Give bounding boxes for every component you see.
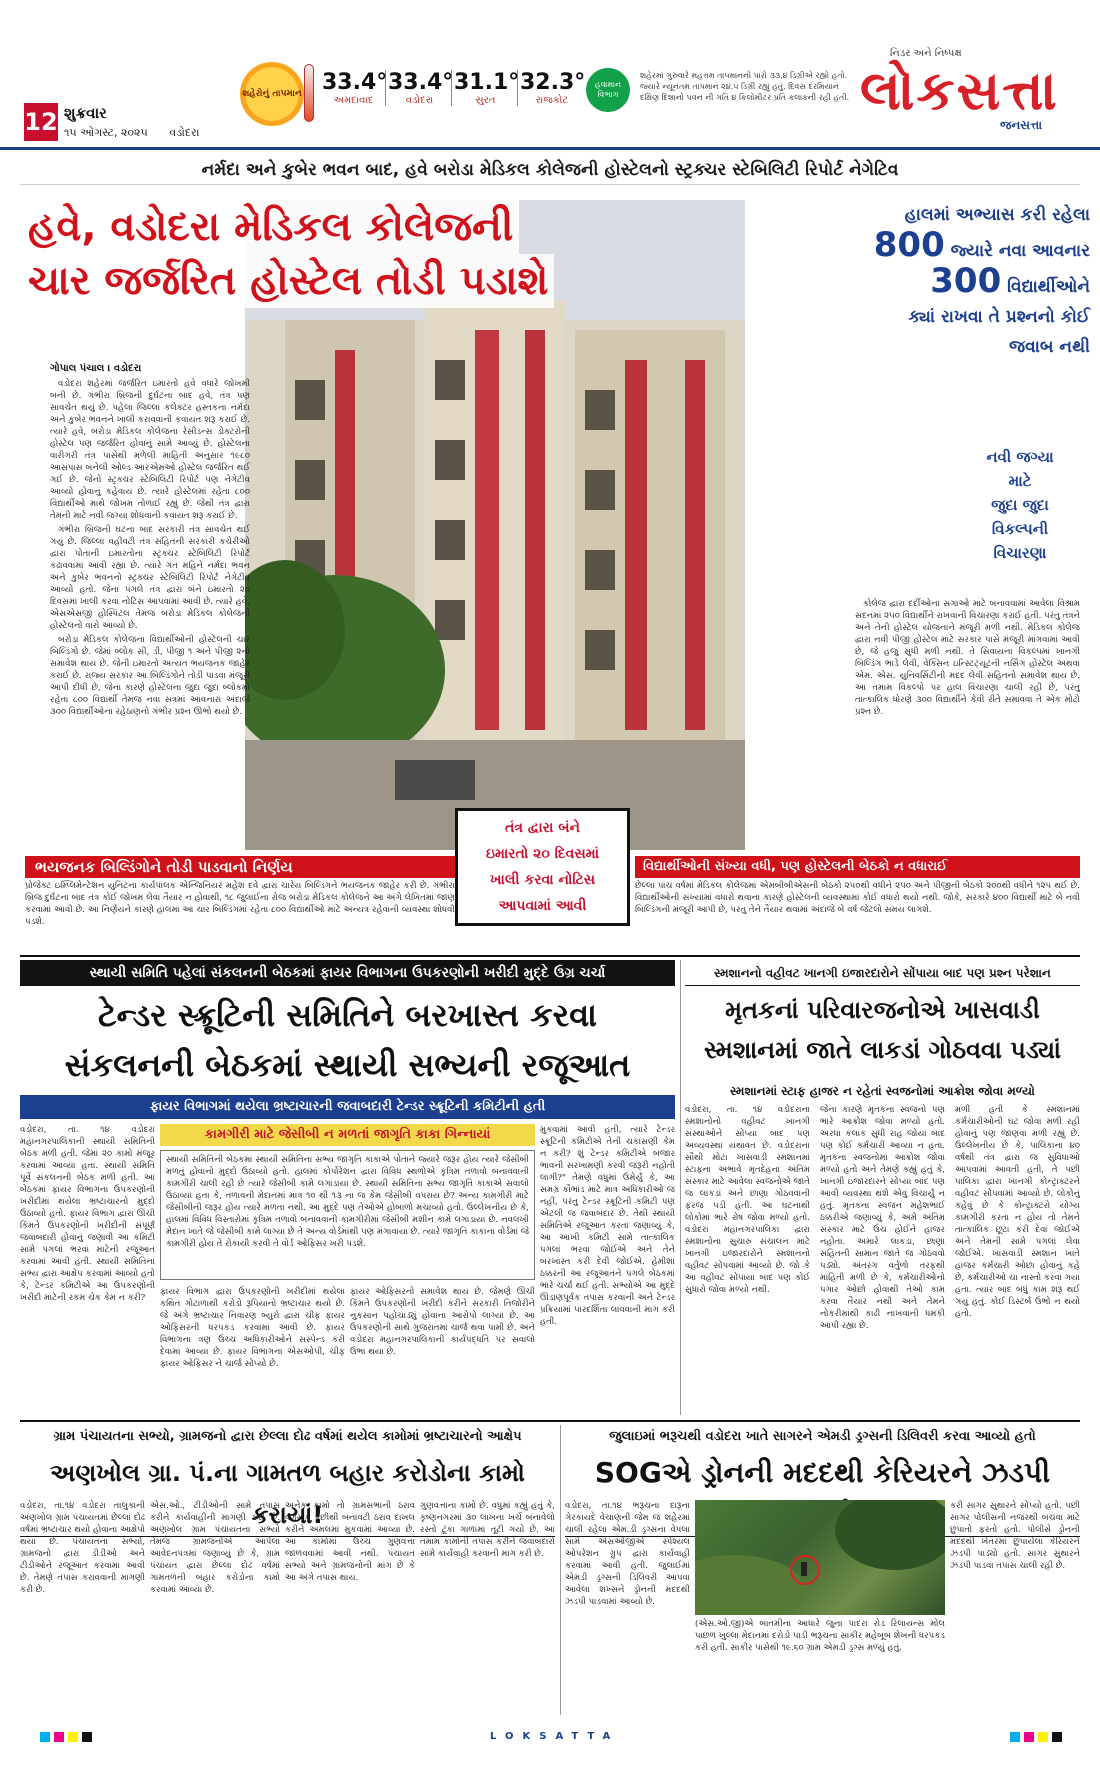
story4-column: એસ.ઓ., ટીડીઓની સામે તપાસ કરીને કાર્યવાહીની માગણી કરી છે. અણખોલ ગ્રામ પંચાયતના સભ્યો તેમજ ગ્રામજનોએ આપેલા આવેદનપત્રમાં જણાવ્યું છે કે, ગ્રામ પંચાયત દ્વારા છેલ્લા દોઢ વર્ષમાં ગામતળની બહાર કરોડોના કામો કરવામાં આવ્યા છે. <box>150 1501 280 1595</box>
side-box-line: વિચારણા <box>993 544 1047 562</box>
callout-line: ઇમારતો ૨૦ દિવસમાં <box>485 846 600 862</box>
side-headline <box>800 200 1090 362</box>
main-body-left <box>50 378 250 848</box>
divider <box>20 1420 1080 1422</box>
story2-headline <box>20 990 675 1090</box>
sun-icon <box>240 62 304 126</box>
story2-column: ફાયર ઓફિસરનો સમાવેશ થાય છે. જેમણે ઊંચી કિંમતે ઉપકરણોની ખરીદી કરીને સરકારી તિજોરીને નુકસાન પહોંચાડ્યું હોવાના આરોપો લાગ્યા છે. આ ઉપકરણોની સાથે ગુજરાતમાં ચાર્જ થવા પામી છે. અને વડોદરા મહાનગરપાલિકાની કાર્યપદ્ધતિ પર સવાલો ઉભા થયા છે. <box>350 1287 535 1357</box>
story4-column: ગુણવત્તાના કામો છે. વધુમાં કહ્યું હતું કે, કૃષ્ણનગરમાં ૩૦ લાખના ખર્ચે બનાવેલો રસ્તો ટૂંકા ગાળામાં તૂટી ગયો છે. આ તમામ કામોની તપાસ કરીને જવાબદારો સામે કાર્યવાહી કરવાની માગ કરી છે. <box>420 1501 555 1559</box>
story4-column: વડોદરા, તા.૧૪ વડોદરા તાલુકાની અણખોલ ગ્રામ પંચાયતમાં છેલ્લા દોઢ વર્ષમાં ભ્રષ્ટાચાર થયો હોવાના આક્ષેપો થયા છે. પંચાયતના સભ્યો, ગ્રામજનો દ્વારા ડીડીઓ અને ટીડીઓને રજૂઆત કરવામાં આવી છે. તેમણે તપાસ કરાવવાની માગણી કરી છે. <box>20 1501 145 1595</box>
story5-kicker: જુલાઇમાં ભરૂચથી વડોદરા ખાતે સાગરને એમડી ડ્રગ્સની ડિલિવરી કરવા આવ્યો હતો <box>609 1429 1036 1444</box>
sun-label: શહેરોનું તાપમાન <box>242 88 302 99</box>
temp-city: અમદાવાદ <box>333 95 374 106</box>
story3-head-line: મૃતકનાં પરિવારજનોએ ખાસવાડી <box>725 996 1040 1024</box>
side-line-3: વિદ્યાર્થીઓને <box>1007 277 1090 297</box>
story3-headline <box>685 990 1080 1070</box>
temp-city: સુરત <box>475 95 496 106</box>
story2-column: મુકવામાં આવી હતી, ત્યારે ટેન્ડર સ્ક્રૂટિની કમિટીએ તેની ચકાસણી કેમ ન કરી? શું ટેન્ડર કમિટીએ બજાર ભાવની સરખામણી કરવી જરૂરી નહોતી લાગી?" તેમણે વધુમાં ઉમેર્યું કે, આ સમગ્ર કૌભાંડ માટે માત્ર અધિકારીઓ જ નહીં, પરંતુ ટેન્ડર સ્ક્રૂટિની કમિટી પણ એટલી જ જવાબદાર છે. તેથી સ્થાયી સમિતિએ રજૂઆત કરતાં જણાવ્યું કે, આ આખી કમિટી સામે તાત્કાલિક પગલાં ભરવા જોઈએ અને તેને બરખાસ્ત કરી દેવી જોઈએ. હેમીશા ઠક્કરની આ રજૂઆતને પગલે બેઠકમાં ભારે ચર્ચા થઈ હતી. સભ્યોએ આ મુદ્દે ઊંડાણપૂર્વક તપાસ કરવાની અને ટેન્ડર પ્રક્રિયામાં પારદર્શિતા લાવવાની માગ કરી હતી. <box>540 1125 675 1327</box>
weather-badge: હવામાન વિભાગ <box>594 80 622 99</box>
registration-mark <box>82 1732 92 1742</box>
story2-kicker: સ્થાયી સમિતિ પહેલાં સંકલનની બેઠકમાં ફાયર વિભાગના ઉપકરણોની ખરીદી મુદ્દે ઉગ્ર ચર્ચા <box>20 960 675 986</box>
story2-head-line: ટેન્ડર સ્ક્રૂટિની સમિતિને બરખાસ્ત કરવા <box>98 996 597 1034</box>
headline-line-1: હવે, વડોદરા મેડિકલ કોલેજની <box>22 200 519 254</box>
temp-cell <box>454 70 518 106</box>
weather-note: શહેરમાં ગુરુવારે મહત્તમ તાપમાનનો પારો ૩૩.૪ ડિગ્રીએ રહ્યો હતો. જ્યારે ન્યૂનતમ તાપમાન ૨૪.૫ ડિગ્રી રહ્યું હતું. દિવસ દરમિયાન દક્ષિણ દિશાનો પવન ની ગતિ ૪ કિલોમીટર પ્રતિ કલાકની રહી હતી. <box>640 71 850 102</box>
story3-column: વડોદરા, તા. ૧૪ વડોદરાના સ્મશાનોનો વહીવટ ખાનગી સંસ્થાઓને સોંપ્યા બાદ પણ અવ્યવસ્થા યથાવત છે. વડોદરાના સૌથી મોટા ખાસવાડી સ્મશાનમાં સ્ટાફના અભાવે મૃતદેહના અંતિમ સંસ્કાર માટે આવેલા સ્વજનોએ જાતે જ લાકડાં અને છાણા ગોઠવવાની ફરજ પડી હતી. આ ઘટનાથી લોકોમાં ભારે રોષ જોવા મળ્યો હતો. વડોદરા મહાનગરપાલિકા દ્વારા સ્મશાનોના સુચારુ સંચાલન માટે ખાનગી ઇજારદારોને સ્મશાનનો વહીવટ સોંપવામાં આવ્યો છે. જો કે આ વહીવટ સોંપાયા બાદ પણ કોઈ સુધારો જોવા મળ્યો નથી. <box>685 1105 810 1295</box>
callout-line: તંત્ર દ્વારા બંને <box>505 820 580 836</box>
story3-column: મળી હતી કે સ્મશાનમાં કર્મચારીઓની ઘટ જોવા મળી રહી હોવાનું પણ જાણવા મળી રહ્યું છે. ઉલ્લેખનીય છે કે, પાલિકાના ૪૦ વર્ષથી તંત્ર દ્વારા જ સુવિધાઓ આપવામાં આવતી હતી, તે પછી પાલિકા દ્વારા ખાનગી કોન્ટ્રાક્ટરને વહીવટ સોંપવામાં આવ્યો છે. લોકોનું કહેવું છે કે કોન્ટ્રાક્ટરો યોગ્ય કામગીરી કરતા ન હોય તો તેમને તાત્કાલિક છૂટા કરી દેવા જોઈએ અને તેમની સામે પગલાં લેવા જોઈએ. ખાસવાડી સ્મશાન ખાતે હાજર કર્મચારી ઓછા હોવાનું કહે છે, કર્મચારીઓ ચા નાસ્તો કરવા ગયા હતા. ત્યાર બાદ બધું કામ શરૂ થઈ ગયું હતું. કોઈ ડિસ્ટર્બ ઉભો ન થયો હતો. <box>955 1105 1080 1319</box>
side-number-300: 300 <box>930 261 1002 301</box>
headline-line-2: ચાર જર્જરિત હોસ્ટેલ તોડી પડાશે <box>22 254 554 308</box>
callout-line: આપવામાં આવી <box>498 898 587 914</box>
temp-cell <box>388 70 452 106</box>
temp-cell <box>520 70 584 106</box>
date-city <box>64 126 284 140</box>
paragraph: બરોડા મેડિકલ કોલેજના વિદ્યાર્થીઓની હોસ્ટેલની ચાર બિલ્ડિંગો છે. જેમાં બ્લોક સી, ડી, પીજી ૧ અને પીજી ૨નો સમાવેશ થાય છે. જેની ઇમારતો અત્યંત ભયજનક જાહેર કરાઈ છે. રાજ્ય સરકાર આ બિલ્ડિંગોને તોડી પાડવા મંજૂરી આપી દીધી છે, જેના કારણે હોસ્ટેલના જુદા જુદા બ્લોકમાં રહેતા ૮૦૦ વિદ્યાર્થી તેમજ નવા સત્રમાં આવનારા અંદાજે ૩૦૦ વિદ્યાર્થીઓના રહેઠાણનો ગંભીર પ્રશ્ન ઊભો થયો છે. <box>50 635 250 717</box>
logo-subtitle: જનસત્તા <box>1000 118 1043 132</box>
story4-column: અનેક કામો તો ગ્રામસભાની ઠરાવ વગર કે પછીથી બનાવટી ઠરાવ દાખલ કરીને અમલમાં મુકવામાં આવ્યા છે. આ કામોમાં ઉચ્ચ ગુણવત્તા જાળવવામાં આવી નથી. પંચાયત સભ્યો અને ગ્રામજનોની માંગ છે કે આ અંગે તપાસ થાય. <box>285 1501 415 1583</box>
side-box <box>960 445 1080 565</box>
day-label: શુક્રવાર <box>64 104 107 122</box>
callout-line: ખાલી કરવા નોટિસ <box>489 872 596 888</box>
registration-mark <box>1024 1732 1034 1742</box>
story2-column: ફાયર વિભાગ દ્વારા ઉપકરણોની ખરીદીમાં થયેલા કથિત ગોટાળાથી કરોડો રૂપિયાનો ભ્રષ્ટાચાર થયો છે. જે અંગે ભ્રષ્ટાચાર નિવારણ બ્યુરો દ્વારા ચીફ ફાયર ઓફિસરની ધરપકડ કરવામાં આવી છે. ફાયર વિભાગના ત્રણ ઉચ્ચ અધિકારીઓને સસ્પેન્ડ કરી દેવામાં આવ્યા છે. ફાયર વિભાગના એસઓપી, ચીફ ફાયર ઓફિસર ને ચાર્જ સોંપ્યો છે. <box>160 1287 345 1369</box>
registration-mark <box>54 1732 64 1742</box>
byline: ગોપાલ પંચાલ । વડોદરા <box>50 363 142 374</box>
side-line-1: હાલમાં અભ્યાસ કરી રહેલા <box>904 205 1090 225</box>
temp-city: વડોદરા <box>405 95 434 106</box>
story5-column: વડોદરા, તા.૧૪ ભરૂચના દારૂના ગેરકાયદે વેચાણની જેમ જ શહેરમાં ચાલી રહેલા એમ.ડી ડ્રગ્સના વેપલા સામે એસઓજીએ સ્પેશ્યલ ઓપરેશન ગ્રુપ દ્વારા કાર્યવાહી કરવામાં આવી હતી. જુલાઈમાં એમડી ડ્રગ્સની ડિલિવરી આપવા આવેલા શખ્સને ડ્રોનની મદદથી ઝડપી પાડવામાં આવ્યો છે. <box>565 1501 690 1607</box>
temp-value: 33.4° <box>322 70 388 95</box>
main-headline <box>22 200 722 308</box>
notice-callout <box>455 808 630 926</box>
side-line-4: ક્યાં રાખવા તે પ્રશ્નનો કોઈ <box>908 307 1090 327</box>
registration-mark <box>1010 1732 1020 1742</box>
thermometer-icon <box>304 64 314 122</box>
side-line-5: જવાબ નથી <box>1009 337 1090 357</box>
story2-column: વડોદરા, તા. ૧૪ વડોદરા મહાનગરપાલિકાની સ્થાયી સમિતિની બેઠક મળી હતી. જેમાં ૨૦ કામો મંજૂર કરવામાં આવ્યા હતા. સ્થાયી સમિતિ પૂર્વે સંકલનની બેઠક મળી હતી. આ બેઠકમાં ફાયર વિભાગના ઉપકરણોની ખરીદીમાં થયેલા ભ્રષ્ટાચારનો મુદ્દો ઉઠાવ્યો હતો. ફાયર વિભાગ દ્વારા ઊંચી કિંમતે ઉપકરણોની ખરીદીની સંપૂર્ણ જવાબદારી હોવાનું જણાવી આ કમિટી સામે પગલાં ભરવા માટેની રજૂઆત કરવામાં આવી હતી. સ્થાયી સમિતિના સભ્ય દ્વારા આક્ષેપ કરવામાં આવ્યો હતો કે, ટેન્ડર કમિટીએ આ ઉપકરણોની ખરીદી માટેની રકમ ચેક કેમ ન કરી? <box>20 1125 155 1303</box>
subhead-bar-left: ભયજનક બિલ્ડિંગોને તોડી પાડવાનો નિર્ણય <box>25 856 455 878</box>
story4-kicker: ગ્રામ પંચાયતના સભ્યો, ગ્રામજનો દ્વારા છેલ્લા દોઢ વર્ષમાં થયેલ કામોમાં ભ્રષ્ટાચારનો આક્ષેપ <box>53 1429 522 1444</box>
story2-subhead: ફાયર વિભાગમાં થયેલા ભ્રષ્ટાચારની જવાબદારી ટેન્ડર સ્ક્રૂટિની કમિટીની હતી <box>20 1095 675 1119</box>
story3-kicker: સ્મશાનનો વહીવટ ખાનગી ઇજારદારોને સોંપાયા બાદ પણ પ્રશ્ન પરેશાન <box>685 960 1080 986</box>
paragraph: ગંભીરા બ્રિજની ઘટના બાદ સરકારી તંત્ર સાવચેત થઈ ગયું છે. જિલ્લા વહીવટી તંત્ર સહિતની સરકારી કચેરીઓ દ્વારા પોતાની ઇમારતોના સ્ટ્રક્ચર સ્ટેબિલિટી રિપોર્ટ કઢાવવામાં આવી રહ્યા છે. ત્યારે ગત મહિને નર્મદા ભવન અને કુબેર ભવનનો સ્ટ્રક્ચર સ્ટેબિલિટી રિપોર્ટ નેગેટીવ આવ્યો હતો. જેના પગલે તંત્ર દ્વારા બંને ઇમારતો ૨૦ દિવસમાં ખાલી કરવા નોટિસ આપવામાં આવી છે. ત્યારે હવે, એસએસજી હોસ્પિટલ તેમજ બરોડા મેડિકલ કોલેજની હોસ્ટેલનો વારો આવ્યો છે. <box>50 525 250 631</box>
weather-dept-icon <box>586 68 630 112</box>
drone-photo-illustration <box>695 1500 945 1615</box>
divider <box>20 955 1080 957</box>
registration-mark <box>40 1732 50 1742</box>
newspaper-logo: લોકસત્તા <box>860 58 1059 122</box>
paragraph: કોલેજ દ્વારા દર્દીઓના સગાઓ માટે બનાવવામાં આવેલા વિશ્રામ સદનમાં ૨૫૦ વિદ્યાર્થીને રાખવાની વિચારણા કરાઈ હતી. પરંતુ તંત્રને અને તેની હોસ્ટેલ યોજનાને મંજૂરી મળી નથી. મેડિકલ કોલેજ દ્વારા નવી પીજી હોસ્ટેલ માટે સરકાર પાસે મંજૂરી માંગવામાં આવી છે, જે હજુ સુધી મળી નથી. તે સિવાયના વિકલ્પમાં ખાનગી બિલ્ડિંગ ભાડે લેવી, વેક્સિન ઇન્સ્ટિટ્યૂટની નર્સિંગ હોસ્ટેલ અથવા એમ. એસ. યુનિવર્સિટીની મદદ લેવી સહિતનો સમાવેશ થાય છે. આ તમામ વિકલ્પો પર હાલ વિચારણા ચાલી રહી છે, પરંતુ તાત્કાલિક ધોરણે ૩૦૦ વિદ્યાર્થીને કેવી રીતે સમાવવા તે એક મોટો પ્રશ્ન છે. <box>855 599 1080 717</box>
column-divider <box>560 1425 561 1715</box>
paragraph: વડોદરા શહેરમાં જર્જરિત ઇમારતો હવે વધારે જોખમી બની છે. ગંભીરા બ્રિજની દુર્ઘટના બાદ હવે, તંત્ર પણ સાવચેત થયું છે. પહેલા જિલ્લા કલેક્ટર હસ્તકના નર્મદા અને કુબેર ભવનને ખાલી કરાવવાની કવાયત શરૂ કરાઈ છે. ત્યારે હવે, બરોડા મેડિકલ કોલેજના રેસીડન્સ ડોક્ટરોની હોસ્ટેલ પણ જર્જરિત હોવાનું સામે આવ્યું છે. હોસ્ટેલના વારીગરી તંત્ર પાસેથી મળેલી માહિતી અનુસાર ૧૯૮૦ આસપાસ બનેલી ઓલ્ડ આરએમઓ હોસ્ટેલ જર્જરિત થઈ ગઈ છે. જેનો સ્ટ્રક્ચર સ્ટેબિલિટી રિપોર્ટ પણ નેગેટીવ આવ્યો હોવાનું કહેવાય છે. ત્યારે હોસ્ટેલમાં રહેતા ૮૦૦ વિદ્યાર્થીઓ માથે જોખમ તોળાઈ રહ્યું છે. જેથી તંત્ર દ્વારા તેમની માટે નવી જગ્યા શોધવાની કવાયત શરૂ કરાઈ છે. <box>50 379 250 521</box>
main-body-right <box>855 598 1080 848</box>
drone-field-photo <box>695 1500 945 1615</box>
tagline: નિડર અને નિષ્પક્ષ <box>890 48 962 59</box>
story5-caption: (એસ.ઓ.જી)એ બાતમીના આધારે જુના પાદરા રોડ રિલાયન્સ મોલ પાછળ ખુલ્લા મેદાનમાં દરોડો પાડી ભરૂચના સાકીર મહેબૂબ શેખની ધરપકડ કરી હતી. સાકીર પાસેથી ૧૯.૬૦ ગ્રામ એમડી ડ્રગ્સ મળ્યું હતું. <box>695 1619 945 1653</box>
story5-column: કરી સાગર સુથારને સોંપ્યો હતો. પછી સાગર પોલીસની નજરથી બચવા માટે છુપાતો ફરતો હતો. પોલીસે ડ્રોનની મદદથી ખેતરમાં છુપાયેલા કેરિયરને ઝડપી પાડ્યો હતો. સાગર સુથારને ઝડપી પાડવા તપાસ ચાલી રહી છે. <box>950 1501 1080 1571</box>
city-label: વડોદરા <box>169 126 200 139</box>
story2-box-headline: કામગીરી માટે જેસીબી ન મળતાં જાગૃતિ કાકા ગિન્નાયાં <box>160 1124 535 1146</box>
side-number-800: 800 <box>873 225 945 265</box>
side-line-2: જ્યારે નવા આવનાર <box>950 241 1090 261</box>
temp-cell <box>322 70 386 106</box>
temp-value: 33.4° <box>388 70 454 95</box>
side-box-line: માટે <box>1008 472 1032 490</box>
strip-text-left: પ્રોજેક્ટ ઇમ્પ્લિમેન્ટેશન યુનિટના કાર્યપાલક એન્જિનિયર મહેશ દવે દ્વારા ચારેય બિલ્ડિંગને ભયજનક જાહેર કરી છે. ગંભીરા બ્રિજ દુર્ઘટના બાદ તંત્ર કોઈ જોખમ લેવા તૈયાર ન હોવાથી, ૧૮ જુલાઈના રોજ બરોડા મેડિકલ કોલેજને આ અંગે લેખિતમાં જાણ કરવામાં આવી છે. આ નિર્ણયને કારણે હાલમાં આ ચાર બિલ્ડિંગમાં રહેતા ૮૦૦ વિદ્યાર્થીઓ માટે અન્યત્ર રહેવાની વ્યવસ્થા શોધવી પડશે. <box>25 881 455 927</box>
story4-headline: અણખોલ ગ્રા. પં.ના ગામતળ બહાર કરોડોના કામો કરાયાં! <box>20 1452 555 1537</box>
story3-subhead: સ્મશાનમાં સ્ટાફ હાજર ન રહેતાં સ્વજનોમાં આક્રોશ જોવા મળ્યો <box>730 1084 1035 1098</box>
side-box-line: નવી જગ્યા <box>986 448 1054 466</box>
footer-brand: LOKSATTA <box>490 1731 620 1742</box>
column-divider <box>680 960 681 1415</box>
page-number: 12 <box>24 103 58 141</box>
registration-mark <box>68 1732 78 1742</box>
main-kicker: નર્મદા અને કુબેર ભવન બાદ, હવે બરોડા મેડિકલ કોલેજની હોસ્ટેલનો સ્ટ્રક્ચર સ્ટેબિલિટી રિપોર્ટ નેગેટિવ <box>20 160 1080 185</box>
strip-text-right: છેલ્લા પાંચ વર્ષમાં મેડિકલ કોલેજમાં એમબીબીએસની બેઠકો ૨૫૦થી વધીને ૨૫૦ અને પીજીની બેઠકો ૨૦૦થી વધીને ૧૨૫ થઈ છે. વિદ્યાર્થીઓની સંખ્યામાં વધારો થવાના કારણે હોસ્ટેલની વ્યવસ્થામાં કોઈ વધારો થયો નથી. જોકે, સરકારે ૪૦૦ વિદ્યાર્થી માટે બે નવી બિલ્ડિંગની મંજૂરી આપી છે, પરંતુ તેને તૈયાર થવામાં અંદાજે બે વર્ષ જેટલો સમય લાગશે. <box>635 881 1080 915</box>
story5-headline: SOGએ ડ્રોનની મદદથી કેરિયરને ઝડપી <box>565 1452 1080 1537</box>
subhead-bar-right: વિદ્યાર્થીઓની સંખ્યા વધી, પણ હોસ્ટેલની બેઠકો ન વધારાઈ <box>635 856 1080 878</box>
temp-value: 31.1° <box>454 70 520 95</box>
temp-city: રાજકોટ <box>535 95 569 106</box>
registration-mark <box>1052 1732 1062 1742</box>
story3-head-line: સ્મશાનમાં જાતે લાકડાં ગોઠવવા પડ્યાં <box>704 1036 1061 1064</box>
story2-box-text: સ્થાયી સમિતિની બેઠકમાં સ્થાયી સમિતિના સભ્ય જાગૃતિ કાકાએ પોતાને જ્યારે જરૂર હોય ત્યારે જેસીબી મળતું હોવાનો મુદ્દો ઉઠાવ્યો હતો. હાલમાં કોર્પોરેશન દ્વારા વિવિધ સ્થળોએ કૃત્રિમ તળાવો બનાવવાની કામગીરી ચાલી રહી છે ત્યારે જેસીબી કામે લગાડાયા છે. સ્થાયી સમિતિના સભ્ય જાગૃતિ કાકાએ સવાલો ઉઠાવ્યા હતા કે, તળાવની મેદાનમાં માત્ર ૧૦ થી ૧૩ ના જ કેમ જેસીબી વપરાય છે? અન્ય કામગીરી માટે જેસીબીની જરૂર હોય ત્યારે મળતા નથી. આ મુદ્દે પણ તેઓએ હોબાળો મચાવ્યો હતો. ઉલ્લેખનીય છે કે, હાલમાં વિવિધ વિસ્તારોમાં કૃત્રિમ તળાવો બનાવવાની કામગીરીમાં જેસીબી મશીન કામે લગાડાયા છે. નવલખી મેદાન ખાતે જે જેસીબી કામે લાગ્યા છે તે અન્ય વોર્ડમાંથી પણ મંગાવાયા છે. ત્યારે જાગૃતિ કાકાના વોર્ડમાં જે કામગીરી હોય તે રોકાયી કરવી તે વોર્ડ ઓફિસર ખરી પડશે. <box>160 1150 535 1280</box>
story3-column: જેના કારણે મૃતકના સ્વજનો પણ ભારે આક્રોશ જોવા મળ્યો હતો. અરધા કલાક સુધી રાહ જોયા બાદ પણ કોઈ કર્મચારી આવ્યા ન હતા. મૃતકના સ્વજનોમાં આક્રોશ જોવા મળ્યો હતો અને તેમણે કહ્યું હતું કે, ખાનગી ઇજારદારને સોંપ્યા બાદ પણ આવી વ્યવસ્થા થશે એવું વિચાર્યું ન હતું. મૃતકના સ્વજન મહેશભાઈ ઠક્કરીએ જણાવ્યું કે, અમે અંતિમ સંસ્કાર માટે ઉંચ હોઈને હાજર નહોતા. અમારે લાકડા, છાણા સહિતની સામાન જાતે જ ગોઠવવો પડ્યો. અંતરંગ વર્તુળો તરફથી માહિતી મળી છે કે, કર્મચારીઓનો પગાર ઓછો હોવાથી તેઓ કામ કરવા તૈયાર નથી અને તેમને નોકરીમાંથી કાઢી નાખવાની ધમકી આપી રહ્યા છે. <box>820 1105 945 1331</box>
side-box-line: જુદા જુદા <box>991 496 1049 514</box>
temp-value: 32.3° <box>520 70 586 95</box>
registration-mark <box>1038 1732 1048 1742</box>
date-label: ૧૫ ઓગસ્ટ, ૨૦૨૫ <box>64 126 148 139</box>
side-box-line: વિકલ્પની <box>991 520 1049 538</box>
story2-head-line: સંકલનની બેઠકમાં સ્થાયી સભ્યની રજૂઆત <box>64 1046 631 1084</box>
